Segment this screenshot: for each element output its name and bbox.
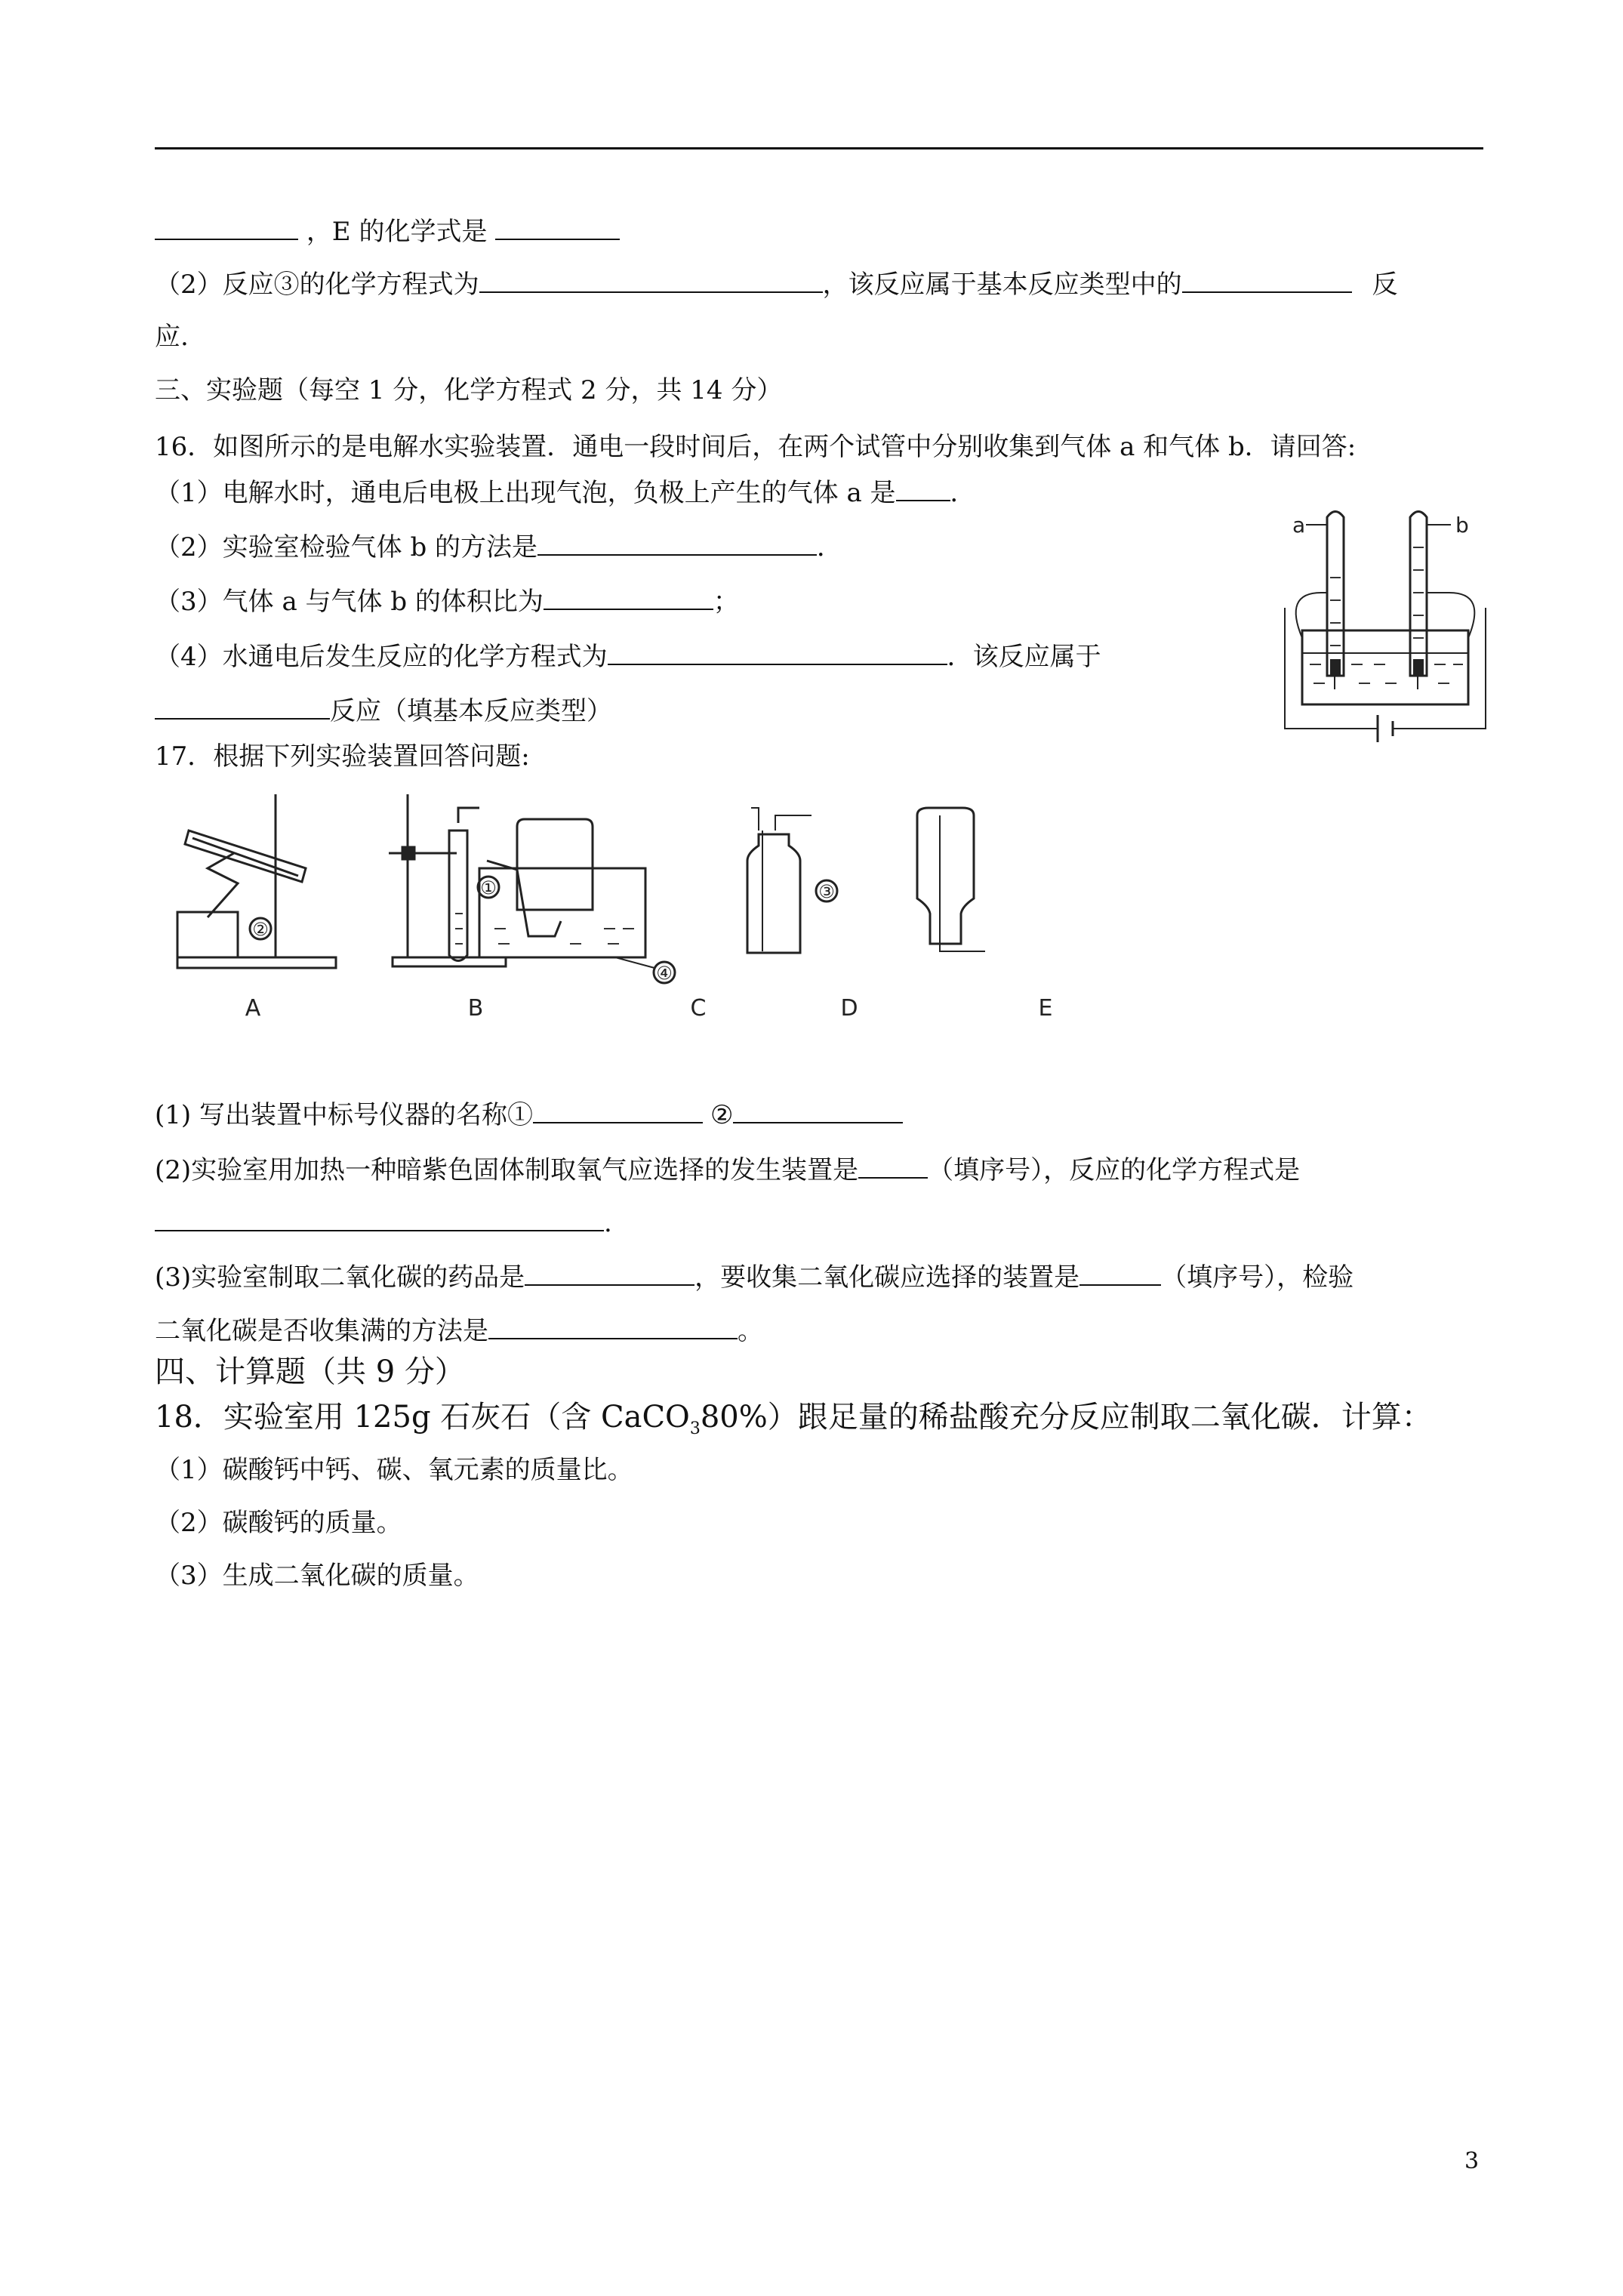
answer-blank[interactable] [155,213,298,240]
q17-part1: (1) 写出装置中标号仪器的名称① ② [155,1096,903,1132]
page-number: 3 [1464,2148,1480,2174]
apparatus-label-b: B [467,995,484,1022]
gas-b-label: b [1455,513,1469,538]
answer-blank[interactable] [488,1312,738,1339]
answer-blank[interactable] [858,1151,928,1179]
answer-blank[interactable] [525,1259,694,1286]
line-3: 应. [155,322,189,352]
answer-blank[interactable] [1182,266,1352,293]
electrolysis-apparatus-figure [1276,495,1495,744]
q18-part3: （3）生成二氧化碳的质量。 [155,1561,479,1591]
lab-apparatus-figure [162,785,1113,1034]
question-18: 18．实验室用 125g 石灰石（含 CaCO$_3$80%）跟足量的稀盐酸充分反应制取二氧化碳．计算： [155,1400,1432,1438]
apparatus-label-a: A [245,995,261,1022]
q17-part2: (2)实验室用加热一种暗紫色固体制取氧气应选择的发生装置是 （填序号），反应的化学方程式是 [155,1151,1300,1187]
q16-part5: 反应（填基本反应类型） [155,692,612,728]
answer-blank[interactable] [533,1096,703,1123]
answer-blank[interactable] [495,213,620,240]
section-3-heading: 三、实验题（每空 1 分，化学方程式 2 分，共 14 分） [155,375,783,405]
answer-blank[interactable] [544,583,713,610]
answer-blank[interactable] [155,1204,604,1231]
marker-1: ① [480,877,497,898]
q16-part1: （1）电解水时，通电后电极上出现气泡，负极上产生的气体 a 是 ． [155,474,976,510]
q16-part4: （4）水通电后发生反应的化学方程式为 ．该反应属于 [155,638,1101,673]
answer-blank[interactable] [896,474,950,501]
apparatus-label-c: C [690,995,707,1022]
answer-blank[interactable] [155,692,330,720]
section-4-heading: 四、计算题（共 9 分） [155,1354,465,1389]
apparatus-label-d: D [840,995,858,1022]
line-2: （2）反应③的化学方程式为 ，该反应属于基本反应类型中的 反 [155,266,1397,301]
q16-part3: （3）气体 a 与气体 b 的体积比为 ； [155,583,739,618]
question-16: 16．如图所示的是电解水实验装置．通电一段时间后，在两个试管中分别收集到气体 a 和气体 b．请回答: [155,432,1357,462]
q18-part2: （2）碳酸钙的质量。 [155,1508,402,1538]
question-17: 17．根据下列实验装置回答问题: [155,741,530,772]
gas-a-label: a [1292,513,1306,538]
q17-part2-equation: . [155,1204,612,1240]
header-rule [155,147,1483,149]
answer-blank[interactable] [733,1096,903,1123]
marker-3: ③ [818,881,835,902]
q16-part2: （2）实验室检验气体 b 的方法是 ． [155,529,842,564]
q18-part1: （1）碳酸钙中钙、碳、氧元素的质量比。 [155,1455,633,1485]
apparatus-label-e: E [1038,995,1053,1022]
answer-blank[interactable] [608,638,947,665]
line-1: ，E 的化学式是 [155,213,620,248]
answer-blank[interactable] [537,529,817,556]
marker-4: ④ [656,963,673,984]
q17-part3-continued: 二氧化碳是否收集满的方法是 。 [155,1312,763,1348]
q17-part3: (3)实验室制取二氧化碳的药品是 ，要收集二氧化碳应选择的装置是 （填序号），检验 [155,1259,1354,1294]
answer-blank[interactable] [1079,1259,1161,1286]
answer-blank[interactable] [479,266,823,293]
marker-2: ② [252,919,269,940]
